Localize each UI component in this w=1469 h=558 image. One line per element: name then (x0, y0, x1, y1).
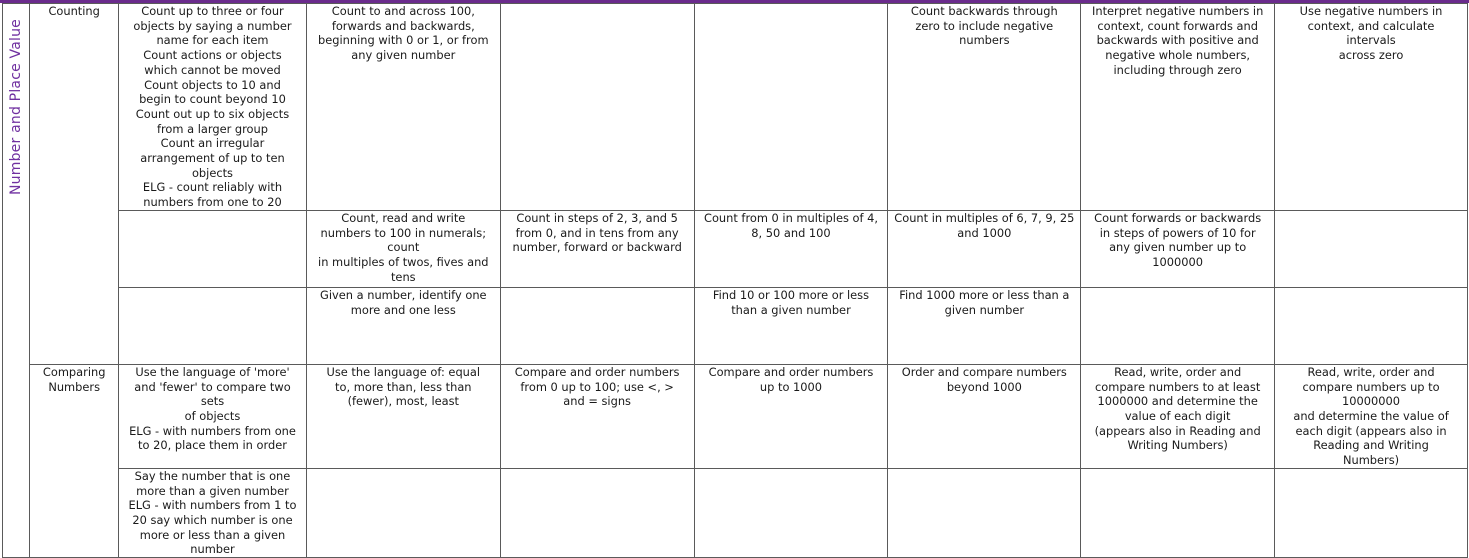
table-cell (1081, 468, 1275, 557)
table-cell: Count to and across 100, forwards and backwards, beginning with 0 or 1, or from any given number (306, 4, 500, 211)
table-cell (888, 468, 1081, 557)
table-cell: Given a number, identify one more and one less (306, 287, 500, 364)
table-cell: Use the language of 'more' and 'fewer' to compare two sets of objects ELG - with numbers from one to 20, place them in order (119, 364, 307, 468)
table-cell (1081, 287, 1275, 364)
table-row (3, 210, 1468, 287)
table-cell: Interpret negative numbers in context, count forwards and backwards with positive and negative whole numbers, including through zero (1081, 4, 1275, 211)
table-cell: Say the number that is one more than a given number ELG - with numbers from 1 to 20 say which number is one more or less than a given number (119, 468, 307, 557)
table-cell (119, 210, 307, 287)
table-cell (119, 287, 307, 364)
table-cell (500, 4, 694, 211)
table-cell (500, 287, 694, 364)
table-cell: Use the language of: equal to, more than, less than (fewer), most, least (306, 364, 500, 468)
table-cell: Read, write, order and compare numbers to at least 1000000 and determine the value of each digit (appears also in Reading and Writing Numbers) (1081, 364, 1275, 468)
table-cell: Compare and order numbers up to 1000 (694, 364, 888, 468)
table-cell: Count up to three or four objects by saying a number name for each item Count actions or objects which cannot be moved Count objects to 10 and begin to count beyond 10 Count out up to six objects from a larger group Count an irregular arrangement of up to ten objects ELG - count reliably with numbers from one to 20 (119, 4, 307, 211)
table-cell: Count backwards through zero to include negative numbers (888, 4, 1081, 211)
table-cell: Use negative numbers in context, and calculate intervals across zero (1275, 4, 1468, 211)
strand-cell (3, 4, 30, 558)
table-row (3, 287, 1468, 364)
table-cell: Find 10 or 100 more or less than a given number (694, 287, 888, 364)
table-row (3, 468, 1468, 557)
table-cell: Read, write, order and compare numbers up to 10000000 and determine the value of each digit (appears also in Reading and Writing Numbers) (1275, 364, 1468, 468)
table-cell: Count forwards or backwards in steps of powers of 10 for any given number up to 1000000 (1081, 210, 1275, 287)
table-cell (1275, 468, 1468, 557)
table-cell: Count from 0 in multiples of 4, 8, 50 and 100 (694, 210, 888, 287)
table-cell (694, 468, 888, 557)
table-row (3, 4, 1468, 211)
table-cell: Order and compare numbers beyond 1000 (888, 364, 1081, 468)
table-cell (500, 468, 694, 557)
table-cell: Count, read and write numbers to 100 in numerals; count in multiples of twos, fives and tens (306, 210, 500, 287)
table-cell: Count in multiples of 6, 7, 9, 25 and 1000 (888, 210, 1081, 287)
strand-label: Number and Place Value (7, 18, 24, 195)
table-cell (694, 4, 888, 211)
table-cell (1275, 210, 1468, 287)
category-cell-counting: Counting (30, 4, 119, 365)
table-cell (1275, 287, 1468, 364)
table-cell: Compare and order numbers from 0 up to 100; use <, > and = signs (500, 364, 694, 468)
table-cell (306, 468, 500, 557)
table-row (3, 364, 1468, 468)
table-cell: Count in steps of 2, 3, and 5 from 0, and in tens from any number, forward or backward (500, 210, 694, 287)
table-cell: Find 1000 more or less than a given number (888, 287, 1081, 364)
curriculum-table (2, 3, 1468, 558)
category-cell-comparing-numbers: Comparing Numbers (30, 364, 119, 557)
